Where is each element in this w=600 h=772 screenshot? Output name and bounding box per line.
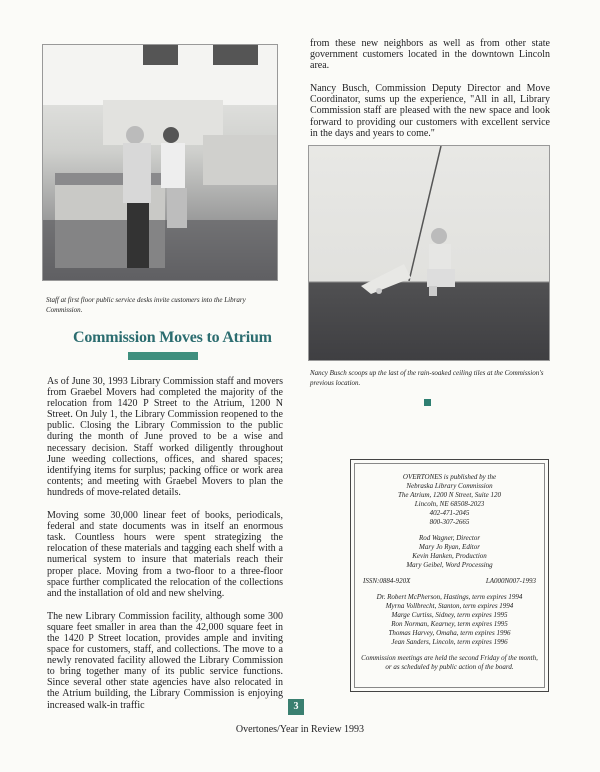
publisher-line: OVERTONES is published by the [402,473,497,481]
publisher-line: The Atrium, 1200 N Street, Suite 120 [397,491,502,499]
page-number: 3 [288,699,304,715]
staff-block [359,534,540,570]
footer: Overtones/Year in Review 1993 [235,724,365,735]
library-desk-photo [42,44,278,281]
staff-line: Rod Wagner, Director [418,534,481,542]
board-member: Dr. Robert McPherson, Hastings, term expires 1994 [376,593,523,601]
staff-line: Kevin Hanken, Production [412,552,487,560]
issn-row [359,577,540,586]
board-block [359,593,540,647]
publication-code: LA000N007-1993 [485,577,536,585]
ceiling-tiles-photo [308,145,550,361]
publisher-line: 800-307-2665 [429,518,470,526]
masthead-box [350,459,549,692]
left-paragraph-1: As of June 30, 1993 Library Commission staff and movers from Graebel Movers had completed the majority of the relocation from 1420 P Street to the Atrium, 1200 N Street. On July 1, the Library Commission reopened to the public. Closing the Library Commission to the public during the month of June proved to be a wise and necessary decision. Staff worked diligently throughout June weeding collections, offices, and shared spaces; identifying items for surplus; packing office or work area contents; and meeting with Graebel Movers to plan the hundreds of move-related details. [47,376,283,498]
board-member: Myrna Vollbrecht, Stanton, term expires 1994 [385,602,514,610]
staff-line: Mary Jo Ryan, Editor [419,543,480,551]
board-member: Jean Sanders, Lincoln, term expires 1996 [391,638,508,646]
publisher-line: Nebraska Library Commission [406,482,493,490]
board-member: Thomas Harvey, Omaha, term expires 1996 [388,629,511,637]
publisher-block [359,473,540,527]
board-member: Ron Norman, Kearney, term expires 1995 [391,620,508,628]
issn: ISSN:0884-920X [363,577,411,585]
article-headline: Commission Moves to Atrium [73,329,272,346]
right-paragraph-2: Nancy Busch, Commission Deputy Director and Move Coordinator, sums up the experience, "All in all, Library Commission staff are pleased with the new space and look forward to providing our customers with excellent service in the days and years to come." [310,83,550,139]
photo1-caption: Staff at first floor public service desks invite customers into the Library Commission. [46,296,246,314]
left-paragraph-2: Moving some 30,000 linear feet of books, periodicals, federal and state documents was in itself an enormous task. Countless hours were spent strategizing the relocation of these materials and tagging each shelf with a numerical system to insure that materials reach their proper place. Moving from a two-floor to a three-floor space further complicated the relocation of the collections and the installation of old and new shelving. [47,510,283,599]
publisher-line: Lincoln, NE 68508-2023 [414,500,485,508]
publisher-line: 402-471-2045 [429,509,470,517]
meeting-note: Commission meetings are held the second Friday of the month, or as scheduled by public action of the board. [361,654,538,671]
photo2-caption: Nancy Busch scoops up the last of the rain-soaked ceiling tiles at the Commission's previous location. [310,369,544,387]
left-paragraph-3: The new Library Commission facility, although some 300 square feet smaller in area than the 42,000 square feet in the 1420 P Street location, provides ample and inviting space for customers, staff, and collections. The move to a newly renovated facility allowed the Library Commission to bring together many of its public service functions. Since several other state agencies have also relocated in the Atrium building, the Library Commission is enjoying increased walk-in traffic [47,610,283,711]
left-column [47,376,283,723]
staff-line: Mary Geibel, Word Processing [406,561,493,569]
board-member: Marge Curtiss, Sidney, term expires 1995 [391,611,508,619]
right-column [310,38,550,151]
headline-rule [128,352,198,360]
section-bullet-icon [424,399,431,406]
right-paragraph-1: from these new neighbors as well as from other state government customers located in the downtown Lincoln area. [310,38,550,72]
